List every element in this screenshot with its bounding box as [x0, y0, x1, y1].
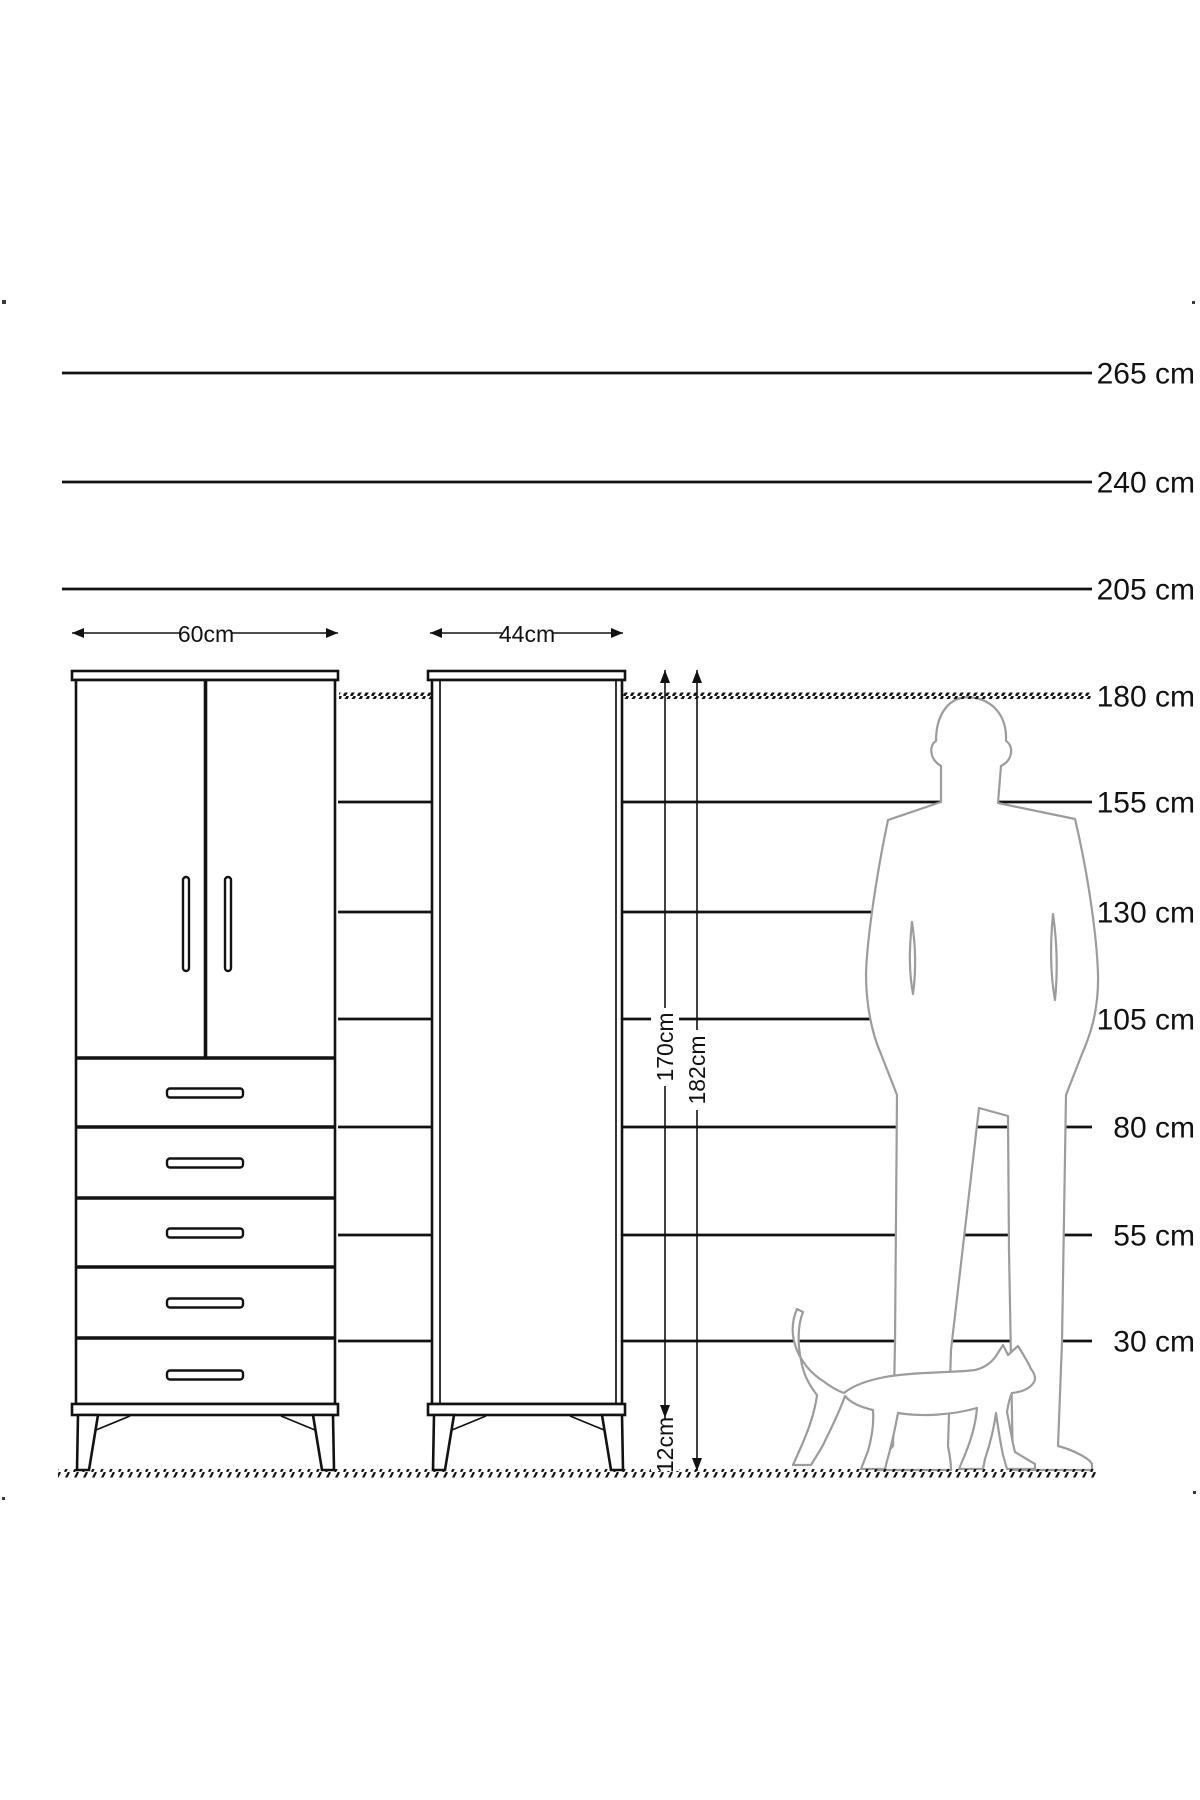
wardrobe-drawer-handle-4 [167, 1299, 243, 1308]
wardrobe-top-board [72, 671, 338, 680]
tall-cabinet [428, 671, 625, 1470]
wardrobe-drawer-handle-3 [167, 1229, 243, 1238]
total-height-label: 182cm [684, 1035, 710, 1105]
cabinet-width-label: 44cm [498, 621, 556, 647]
scale-label-155: 155 cm [1096, 786, 1195, 820]
leg-height-label: 12cm [652, 1416, 678, 1474]
scale-label-30: 30 cm [1113, 1325, 1195, 1359]
wardrobe [72, 671, 338, 1470]
wardrobe-left-door-handle [183, 877, 189, 971]
floor-line-hatched [58, 1469, 1097, 1478]
scale-label-265: 265 cm [1096, 357, 1195, 391]
man-left-pocket-slit [910, 922, 915, 994]
cabinet-bottom-board [428, 1404, 625, 1415]
cabinet-body [432, 680, 622, 1404]
wardrobe-drawer-handle-1 [167, 1089, 243, 1098]
scale-label-55: 55 cm [1113, 1219, 1195, 1253]
cabinet-top-board [428, 671, 625, 680]
scale-label-240: 240 cm [1096, 466, 1195, 500]
scale-label-130: 130 cm [1096, 896, 1195, 930]
wardrobe-bottom-board [72, 1404, 338, 1415]
scale-label-205: 205 cm [1096, 573, 1195, 607]
scale-label-80: 80 cm [1113, 1111, 1195, 1145]
wardrobe-right-door-handle [225, 877, 231, 971]
wardrobe-drawer-handle-5 [167, 1371, 243, 1380]
cabinet-body-height-label: 170cm [652, 1012, 678, 1082]
wardrobe-width-label: 60cm [177, 621, 235, 647]
scale-label-105: 105 cm [1096, 1003, 1195, 1037]
wardrobe-drawer-handle-2 [167, 1159, 243, 1168]
scale-label-180: 180 cm [1096, 680, 1195, 714]
